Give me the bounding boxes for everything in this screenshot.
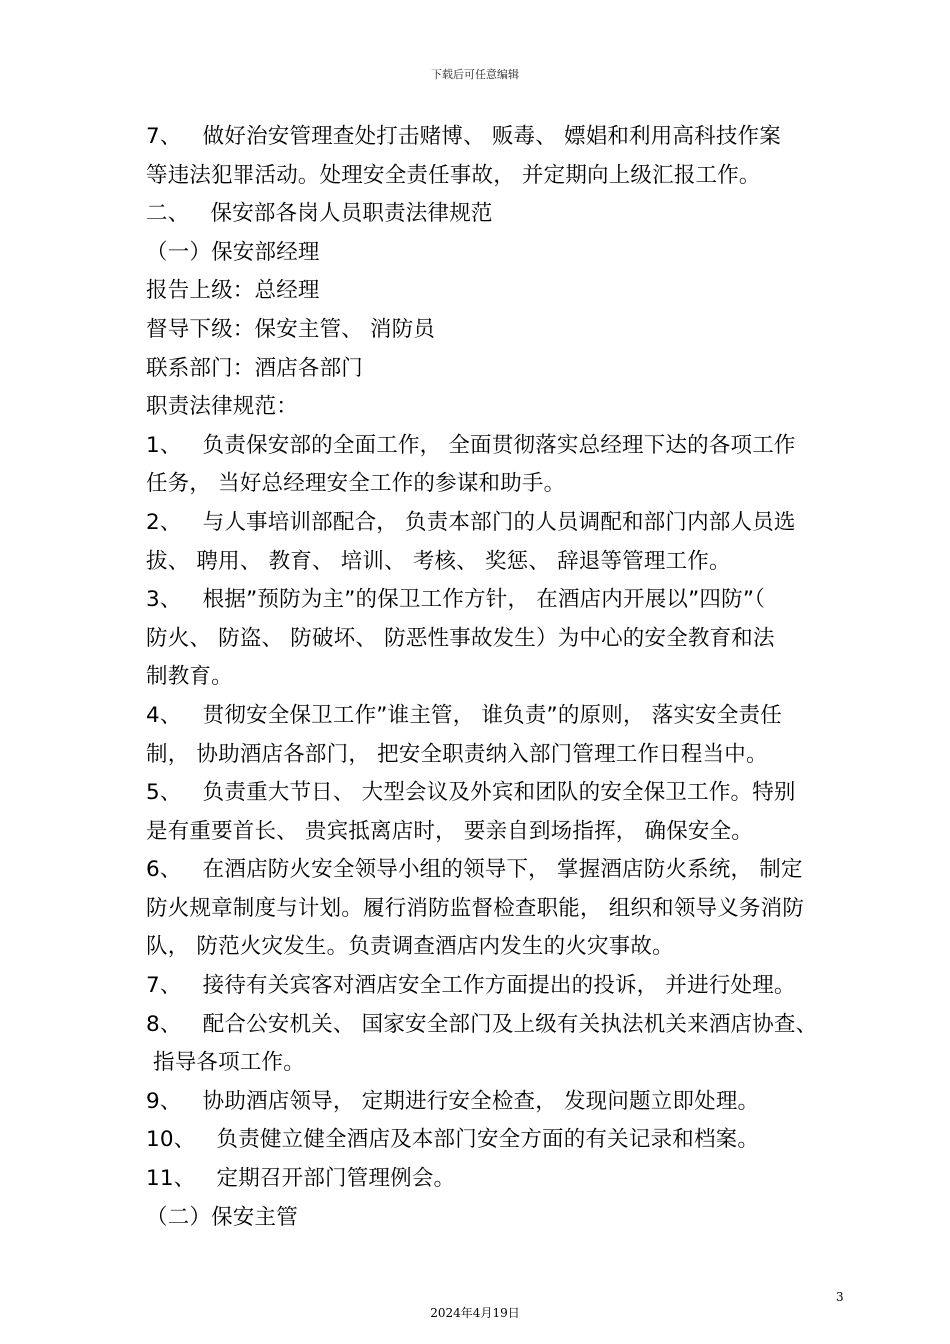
text-line: 拔、 聘用、 教育、 培训、 考核、 奖惩、 辞退等管理工作。 — [146, 548, 731, 574]
text-line: 防火、 防盗、 防破坏、 防恶性事故发生）为中心的安全教育和法 — [146, 625, 775, 651]
section-heading: 二、 保安部各岗人员职责法律规范 — [146, 201, 493, 227]
page-number: 3 — [836, 1290, 844, 1304]
page-header: 下载后可任意编辑 — [431, 68, 519, 81]
text-line: 8、 配合公安机关、 国家安全部门及上级有关执法机关来酒店协查、 — [146, 1011, 818, 1037]
footer-date: 2024年4月19日 — [430, 1306, 520, 1320]
text-line: 7、 做好治安管理查处打击赌博、 贩毒、 嫖娼和利用高科技作案 — [146, 124, 781, 149]
subsection-heading: （一）保安部经理 — [146, 239, 320, 265]
text-line: 11、 定期召开部门管理例会。 — [146, 1166, 456, 1192]
text-line: 指导各项工作。 — [146, 1050, 305, 1076]
text-line: 是有重要首长、 贵宾抵离店时， 要亲自到场指挥， 确保安全。 — [146, 818, 754, 844]
text-line: 联系部门：酒店各部门 — [146, 355, 364, 381]
text-line: 等违法犯罪活动。处理安全责任事故， 并定期向上级汇报工作。 — [146, 162, 761, 188]
text-line: 9、 协助酒店领导， 定期进行安全检查， 发现问题立即处理。 — [146, 1088, 760, 1114]
text-line: 制， 协助酒店各部门， 把安全职责纳入部门管理工作日程当中。 — [146, 741, 768, 767]
text-line: 任务， 当好总经理安全工作的参谋和助手。 — [146, 471, 566, 497]
subsection-heading: （二）保安主管 — [146, 1204, 298, 1230]
text-line: 报告上级：总经理 — [146, 278, 320, 304]
text-line: 4、 贯彻安全保卫工作”谁主管， 谁负责”的原则， 落实安全责任 — [146, 702, 782, 728]
text-line: 5、 负责重大节日、 大型会议及外宾和团队的安全保卫工作。特别 — [146, 780, 796, 806]
text-line: 6、 在酒店防火安全领导小组的领导下， 掌握酒店防火系统， 制定 — [146, 857, 803, 883]
text-line: 防火规章制度与计划。履行消防监督检查职能， 组织和领导义务消防 — [146, 895, 805, 921]
text-line: 2、 与人事培训部配合， 负责本部门的人员调配和部门内部人员选 — [146, 509, 796, 535]
text-line: 7、 接待有关宾客对酒店安全工作方面提出的投诉， 并进行处理。 — [146, 973, 796, 999]
document-body — [146, 118, 862, 1237]
text-line: 制教育。 — [146, 664, 233, 690]
text-line: 职责法律规范： — [146, 394, 298, 420]
text-line: 1、 负责保安部的全面工作， 全面贯彻落实总经理下达的各项工作 — [146, 432, 796, 458]
text-line: 队， 防范火灾发生。负责调查酒店内发生的火灾事故。 — [146, 934, 674, 960]
text-line: 3、 根据”预防为主”的保卫工作方针， 在酒店内开展以”四防”（ — [146, 587, 766, 613]
text-line: 督导下级：保安主管、 消防员 — [146, 316, 436, 342]
text-line: 10、 负责健立健全酒店及本部门安全方面的有关记录和档案。 — [146, 1127, 760, 1153]
